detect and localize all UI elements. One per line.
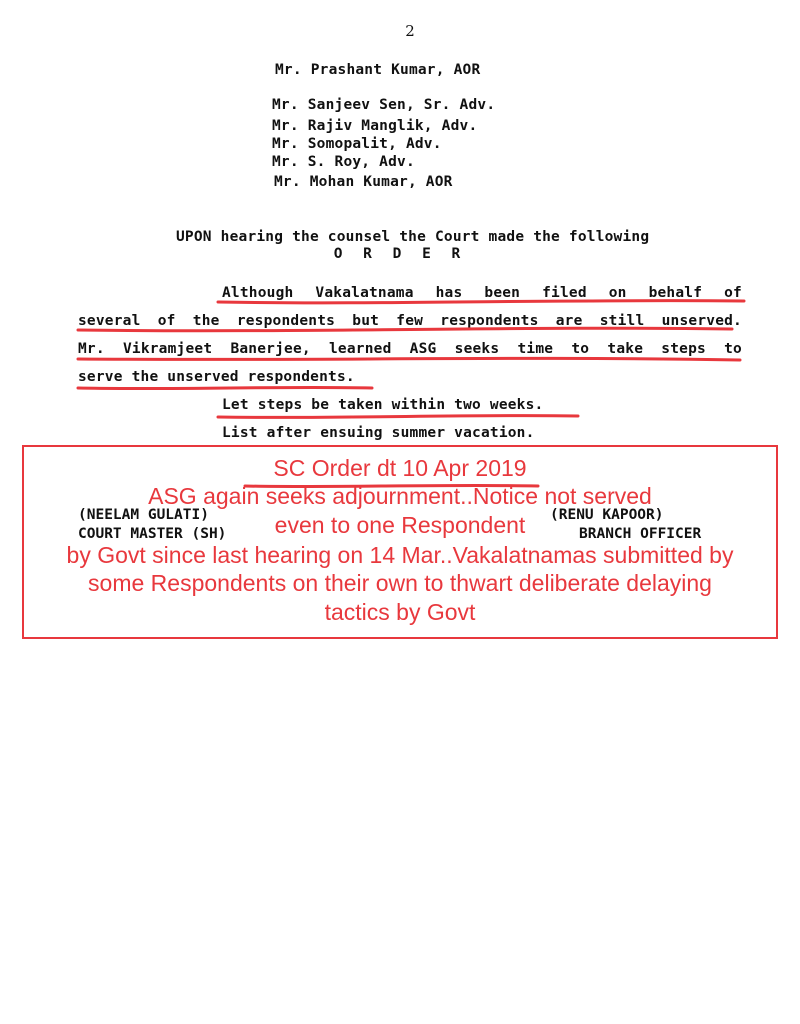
annotation-line-1: ASG again seeks adjournment..Notice not served — [148, 483, 652, 509]
annotation-line-4: some Respondents on their own to thwart deliberate delaying — [88, 570, 712, 596]
respondent-counsel-3: Mr. Somopalit, Adv. — [272, 136, 442, 152]
underline-3 — [78, 358, 740, 360]
annotation-title: SC Order dt 10 Apr 2019 — [273, 455, 527, 481]
left-signatory-title: COURT MASTER (SH) — [78, 526, 227, 542]
respondent-counsel-5: Mr. Mohan Kumar, AOR — [274, 174, 453, 190]
order-line-5: Let steps be taken within two weeks. — [222, 397, 544, 413]
order-line-6: List after ensuing summer vacation. — [222, 425, 535, 441]
annotation-line-3: by Govt since last hearing on 14 Mar..Vakalatnamas submitted by — [66, 542, 734, 568]
order-line-1: Although Vakalatnama has been filed on behalf of — [222, 285, 742, 301]
respondent-counsel-2: Mr. Rajiv Manglik, Adv. — [272, 118, 478, 134]
underline-5 — [218, 416, 578, 418]
right-signatory-name: (RENU KAPOOR) — [550, 507, 664, 523]
left-signatory-name: (NEELAM GULATI) — [78, 507, 209, 523]
order-title: O R D E R — [333, 246, 467, 262]
order-line-3: Mr. Vikramjeet Banerjee, learned ASG seeks time to take steps to — [78, 341, 742, 357]
order-line-2: several of the respondents but few respondents are still unserved. — [78, 313, 742, 329]
respondent-counsel-4: Mr. S. Roy, Adv. — [272, 154, 415, 170]
right-signatory-title: BRANCH OFFICER — [579, 526, 702, 542]
underline-4 — [78, 387, 372, 388]
petitioner-counsel: Mr. Prashant Kumar, AOR — [275, 62, 481, 78]
respondent-counsel-1: Mr. Sanjeev Sen, Sr. Adv. — [272, 97, 496, 113]
annotation-line-2: even to one Respondent — [274, 512, 526, 538]
page-number: 2 — [405, 22, 415, 40]
order-line-4: serve the unserved respondents. — [78, 369, 355, 385]
hearing-statement: UPON hearing the counsel the Court made the following — [176, 229, 650, 245]
annotation-line-5: tactics by Govt — [324, 599, 476, 625]
